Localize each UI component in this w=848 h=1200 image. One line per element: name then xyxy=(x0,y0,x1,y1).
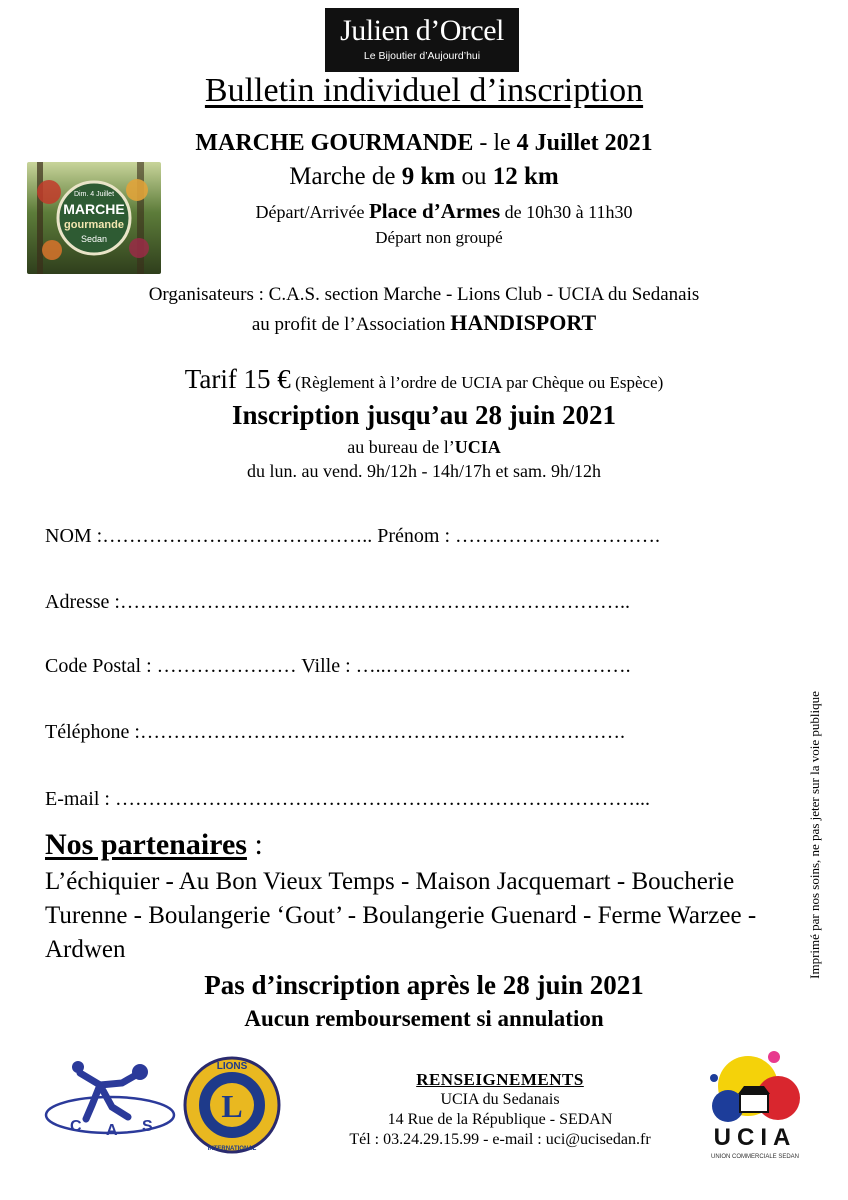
ucia-subtitle: UNION COMMERCIALE SEDAN xyxy=(710,1154,800,1160)
contact-line2: 14 Rue de la République - SEDAN xyxy=(387,1111,613,1128)
page-title: Bulletin individuel d’inscription xyxy=(204,72,644,109)
deadline: Inscription jusqu’au 28 juin 2021 xyxy=(231,400,617,430)
distance-prefix: Marche de xyxy=(289,163,402,190)
contact-block xyxy=(330,1070,670,1150)
event-heading xyxy=(0,130,848,157)
logo-line3: gourmande xyxy=(64,219,124,231)
organisers-line1: Organisateurs : C.A.S. section Marche - Lions Club - UCIA du Sedanais xyxy=(148,284,700,305)
distance-2: 12 km xyxy=(492,163,559,190)
tarif-line xyxy=(0,364,848,395)
place-prefix: Départ/Arrivée xyxy=(255,202,369,222)
cas-letter-c: C xyxy=(70,1118,82,1135)
marche-gourmande-logo xyxy=(27,162,161,274)
adresse-field: Adresse :………………………………………………………………….. xyxy=(45,591,630,613)
office-prefix: au bureau de l’ xyxy=(347,437,455,457)
partners-heading xyxy=(45,828,263,862)
lions-logo xyxy=(182,1055,282,1155)
partners-heading-text: Nos partenaires xyxy=(45,828,247,861)
partners-colon: : xyxy=(246,828,263,861)
event-date-prefix: - le xyxy=(473,130,517,156)
contact-line1: UCIA du Sedanais xyxy=(440,1091,560,1108)
ucia-logo-graphic xyxy=(700,1048,810,1163)
payment-note: (Règlement à l’ordre de UCIA par Chèque ou Espèce) xyxy=(290,373,664,392)
side-note-text: Imprimé par nos soins, ne pas jeter sur la voie publique xyxy=(807,691,822,979)
telephone-field: Téléphone :………………………………………………………………. xyxy=(45,721,625,743)
brand-tagline: Le Bijoutier d’Aujourd’hui xyxy=(363,50,481,62)
cas-logo xyxy=(40,1045,180,1145)
ucia-name: UCIA xyxy=(713,1124,797,1151)
office-line xyxy=(0,437,848,458)
lions-letter: L xyxy=(221,1088,243,1124)
tarif-label: Tarif 15 € xyxy=(184,364,291,394)
lions-bottom-text: INTERNATIONAL xyxy=(207,1146,257,1152)
office-name: UCIA xyxy=(454,437,501,457)
no-registration-warning: Pas d’inscription après le 28 juin 2021 xyxy=(204,970,644,1000)
nom-prenom-field: NOM :………………………………….. Prénom : …………………………. xyxy=(45,525,660,547)
distance-1: 9 km xyxy=(401,163,456,190)
cas-letter-s: S xyxy=(142,1118,153,1135)
event-hours: de 10h30 à 11h30 xyxy=(500,202,633,222)
organisers-line2 xyxy=(0,310,848,336)
no-refund-warning: Aucun remboursement si annulation xyxy=(244,1006,604,1031)
event-name: MARCHE GOURMANDE xyxy=(195,130,474,156)
code-postal-ville-field: Code Postal : ………………… Ville : …..………………………………. xyxy=(45,655,631,677)
julien-dorcel-logo xyxy=(325,8,519,72)
lions-logo-graphic xyxy=(182,1055,282,1155)
contact-heading: RENSEIGNEMENTS xyxy=(416,1070,584,1089)
distance-or: ou xyxy=(455,163,493,190)
side-note xyxy=(790,675,840,995)
departure-note: Départ non groupé xyxy=(375,228,503,247)
office-hours: du lun. au vend. 9h/12h - 14h/17h et sam. 9h/12h xyxy=(247,461,601,481)
ucia-logo xyxy=(700,1048,810,1163)
contact-line3: Tél : 03.24.29.15.99 - e-mail : uci@ucisedan.fr xyxy=(349,1131,651,1148)
cas-logo-graphic xyxy=(40,1045,180,1145)
logo-line4: Sedan xyxy=(80,234,108,244)
beneficiary-prefix: au profit de l’Association xyxy=(251,314,451,335)
brand-name: Julien d’Orcel xyxy=(340,14,504,47)
logo-line2: MARCHE xyxy=(63,201,125,217)
email-field: E-mail : ……………………………………………………………………... xyxy=(45,788,650,810)
beneficiary-name: HANDISPORT xyxy=(450,310,597,335)
event-date: 4 Juillet 2021 xyxy=(516,130,653,156)
logo-line1: Dim. 4 Juillet xyxy=(73,191,115,198)
marche-gourmande-image xyxy=(27,162,161,274)
cas-letter-a: A xyxy=(106,1122,118,1139)
partners-list: L’échiquier - Au Bon Vieux Temps - Maison Jacquemart - Boucherie Turenne - Boulangerie ‘Gout’ - Boulangerie Guenard - Ferme Warzee - Ardwen xyxy=(45,868,757,963)
place-name: Place d’Armes xyxy=(368,199,501,223)
lions-top-text: LIONS xyxy=(216,1061,248,1072)
